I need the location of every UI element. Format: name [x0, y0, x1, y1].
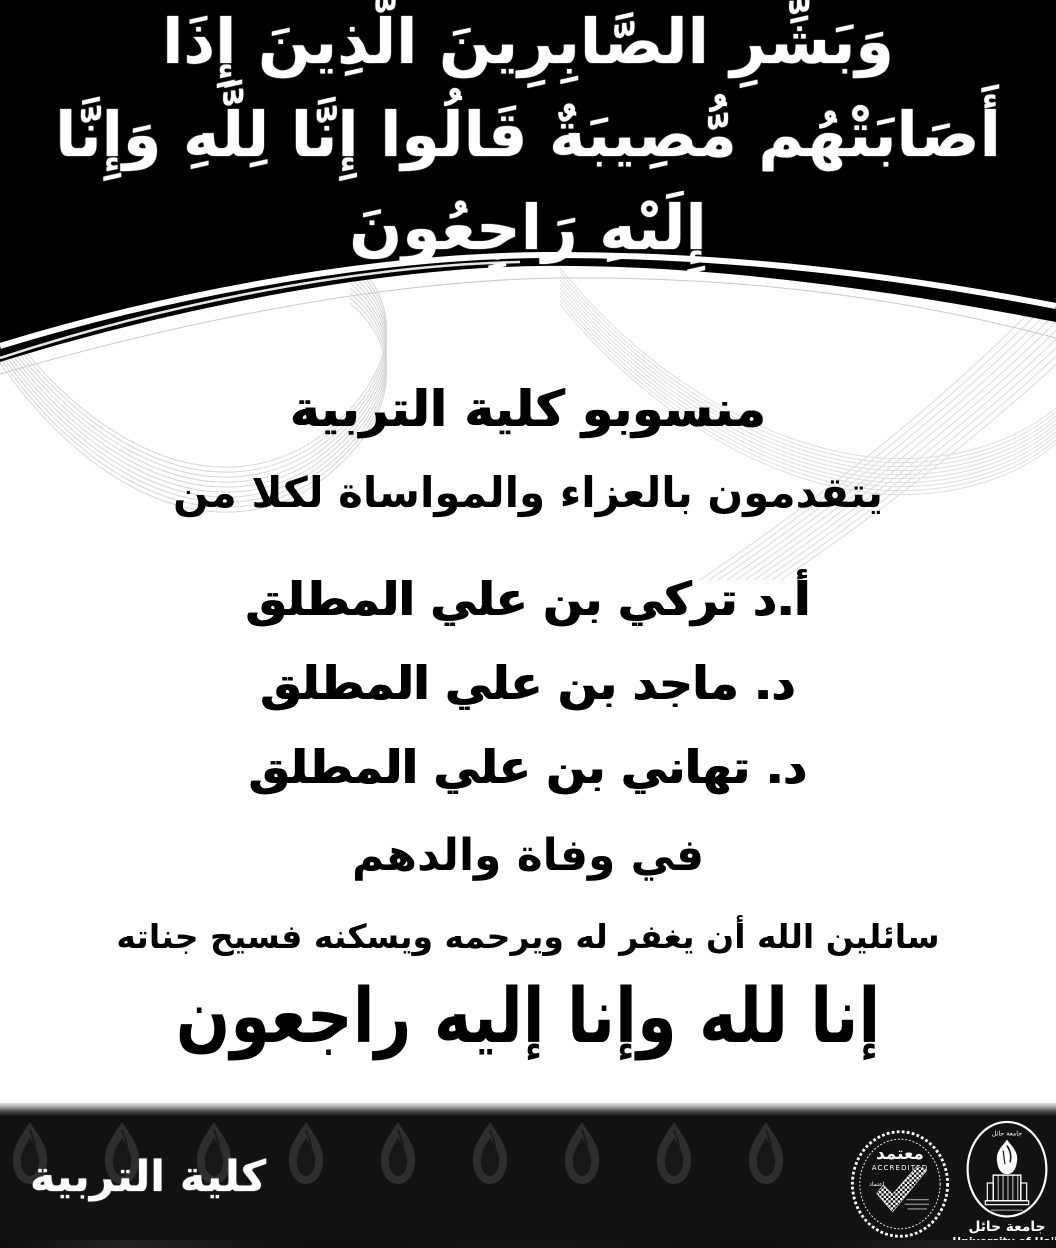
seal-checkmark-icon [877, 1166, 927, 1212]
quran-verse-calligraphy: وَبَشِّرِ الصَّابِرِينَ الَّذِينَ إِذَا أَصَابَتْهُم مُّصِيبَةٌ قَالُوا إِنَّا لِلَّهِ وَإِنَّا إِلَيْهِ رَاجِعُونَ [55, 4, 1001, 264]
seal-small-arabic-label: اعتماد [869, 1180, 885, 1188]
content [0, 380, 1056, 1103]
university-arabic-name: جامعة حائل [968, 1219, 1046, 1236]
banner [0, 0, 1056, 264]
mourner-name-1: أ.د تركي بن علي المطلق [245, 572, 811, 626]
university-flame-icon [997, 1140, 1017, 1174]
occasion-text: في وفاة والدهم [352, 830, 704, 881]
seal-fine-print-lines [905, 1199, 929, 1210]
istirja-calligraphy: إنا لله وإنا إليه راجعون [175, 973, 881, 1061]
university-logo-fine-print [991, 1210, 1023, 1211]
footer-top-strip [0, 1103, 1056, 1116]
seal-english-label: ACCREDITED [871, 1164, 929, 1172]
mourner-name-3: د. تهاني بن علي المطلق [248, 740, 808, 794]
title: منسوبو كلية التربية [290, 380, 766, 438]
prayer-text: سائلين الله أن يغفر له ويرحمه ويسكنه فسيح جناته [116, 917, 940, 956]
footer [0, 1103, 1056, 1248]
mourner-name-2: د. ماجد بن علي المطلق [260, 656, 796, 710]
college-name: كلية التربية [30, 1152, 267, 1202]
university-logo [960, 1118, 1054, 1248]
subtitle: يتقدمون بالعزاء والمواساة لكلا من [172, 468, 883, 517]
university-logo-top-calligraphy: جامعة حائل [991, 1129, 1023, 1138]
footer-bottom-strip [0, 1240, 1056, 1248]
accredited-seal [844, 1128, 956, 1240]
seal-arabic-label: معتمد [876, 1142, 924, 1163]
footer-bar [0, 1116, 1056, 1240]
university-building-icon [985, 1175, 1028, 1205]
